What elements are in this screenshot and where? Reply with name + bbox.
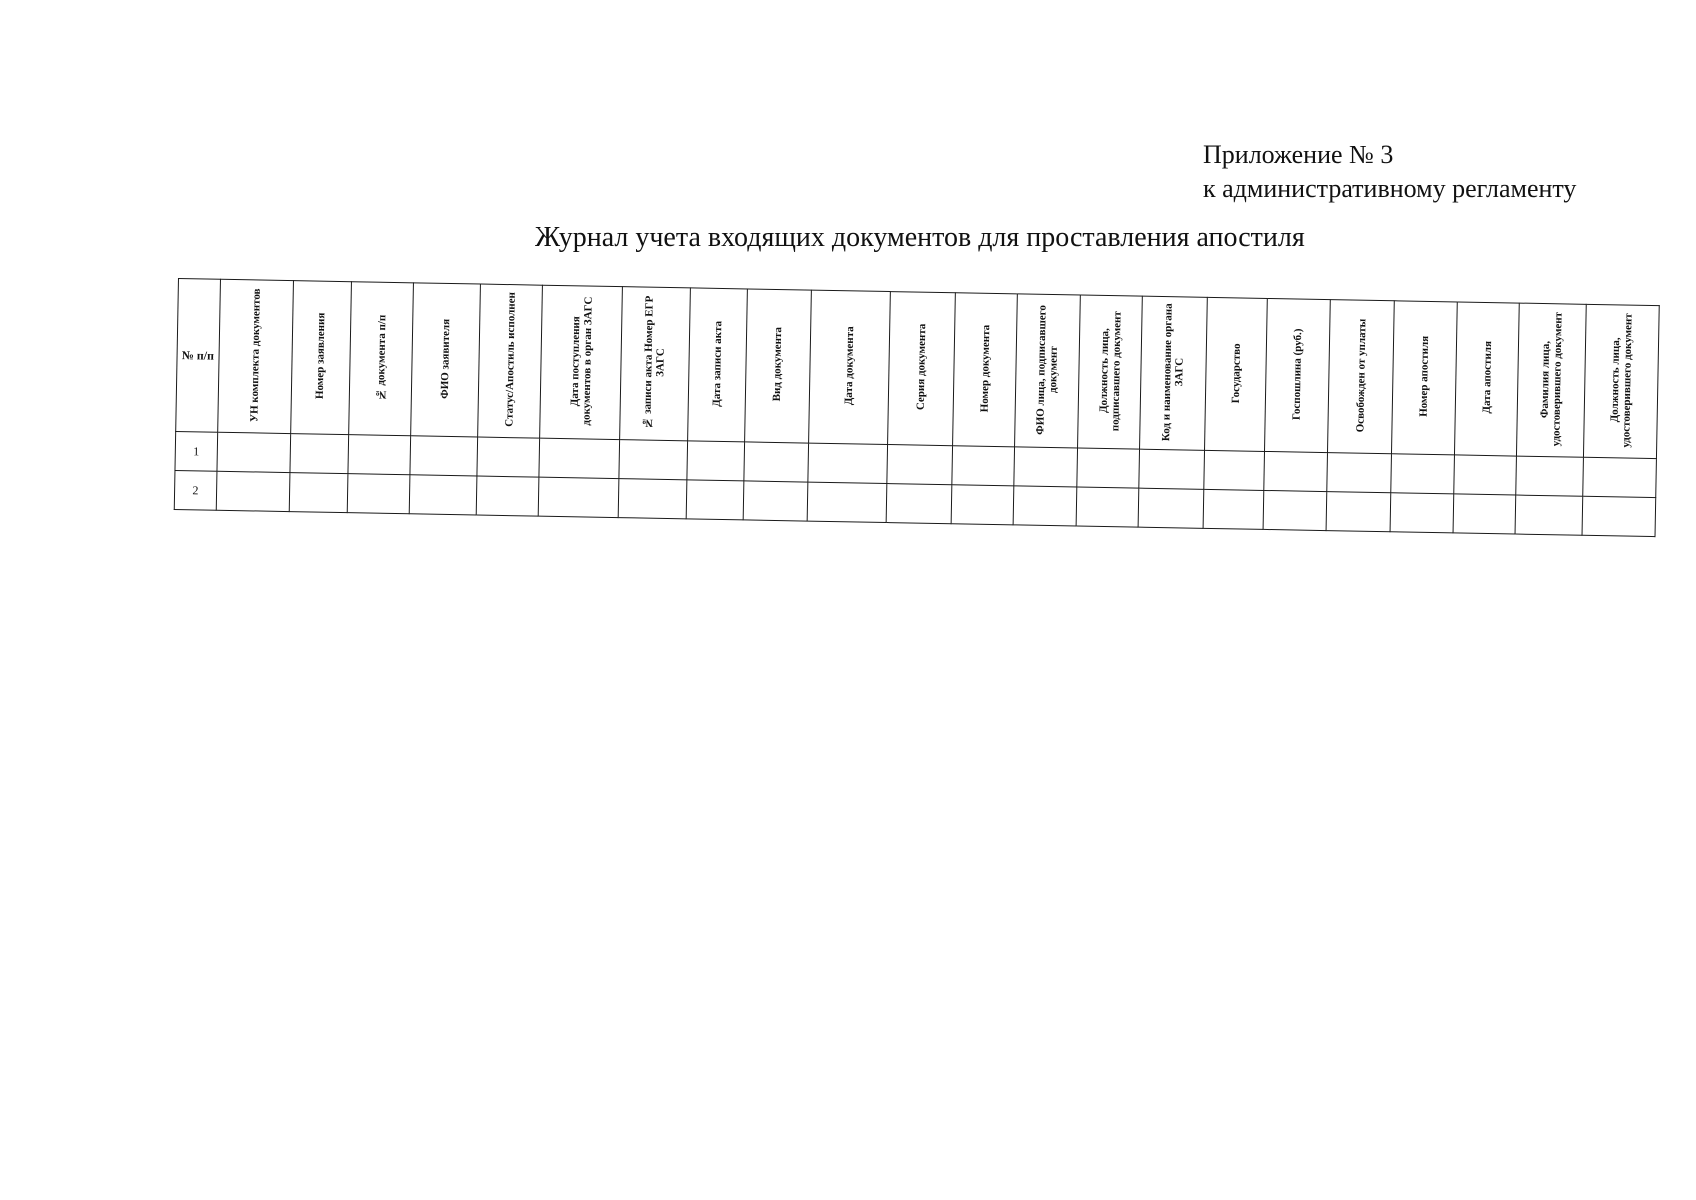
row-number: 1 [175,431,217,471]
column-header-certifier-name: Фамилия лица, удостоверившего документ [1517,303,1586,457]
table-cell [1076,487,1139,527]
column-header-status: Статус/Апостиль исполнен [478,284,543,438]
table-cell [618,479,687,519]
table-cell [1582,496,1656,536]
column-header-registry-office: Код и наименование органа ЗАГС [1140,296,1207,450]
column-header-document-series: Серия документа [888,292,955,446]
column-header-document-date: Дата документа [809,290,891,444]
table-cell [1583,457,1657,497]
table-cell [347,474,410,514]
column-header-apostille-number: Номер апостиля [1392,301,1457,455]
table-cell [807,482,887,522]
annex-line-2: к административному регламенту [1203,174,1577,203]
table-cell [410,475,477,515]
table-cell [743,481,808,521]
table-cell [1390,493,1453,533]
column-header-state-fee: Госпошлина (руб.) [1265,298,1330,452]
table-cell [290,434,349,474]
table-cell [1454,455,1517,495]
column-header-document-number: Номер документа [952,293,1017,447]
column-header-number: № п/п [176,279,220,433]
table-cell [477,437,540,477]
table-cell [1139,449,1204,489]
column-header-apostille-date: Дата апостиля [1454,302,1519,456]
header-row [176,279,1660,459]
table-cell [1203,489,1264,529]
table-cell [348,435,411,475]
table-cell [1326,492,1391,532]
table-cell [687,441,744,481]
column-header-certifier-position: Должность лица, удостоверившего документ [1583,304,1659,458]
table-cell [743,442,808,482]
table-cell [1264,451,1327,491]
table-cell [476,476,539,516]
table-cell [1014,447,1077,487]
table-cell [216,471,290,511]
column-header-signer-name: ФИО лица, подписавшего документ [1015,294,1080,448]
table-cell [952,446,1015,486]
table-cell [217,432,291,472]
table-cell [1263,490,1326,530]
column-header-document-type: Вид документа [744,289,811,443]
column-header-kit-id: УН комплекта документов [217,279,293,433]
table-cell [539,438,619,478]
column-header-application-number: Номер заявления [290,281,351,435]
annex-line-1: Приложение № 3 [1203,140,1394,169]
row-number: 2 [174,470,216,510]
journal-table [174,278,1660,537]
column-header-act-record-number: № записи акта Номер ЕГР ЗАГС [619,287,691,441]
table-cell [619,440,688,480]
table-cell [410,436,477,476]
table-cell [1138,488,1203,528]
table-cell [1204,450,1265,490]
document-title: Журнал учета входящих документов для проставления апостиля [535,222,1305,253]
annex-note [1203,138,1576,206]
column-header-state: Государство [1204,297,1267,451]
table-cell [886,484,951,524]
table-cell [1391,454,1454,494]
column-header-receipt-date: Дата поступления документов в орган ЗАГС [540,285,622,439]
column-header-signer-position: Должность лица, подписавшего документ [1077,295,1142,449]
table-cell [808,443,888,483]
table-cell [1013,486,1076,526]
table-cell [1515,495,1582,535]
table-cell [1077,448,1140,488]
column-header-fee-exempt: Освобожден от уплаты [1327,300,1394,454]
column-header-applicant-name: ФИО заявителя [411,283,480,437]
table-cell [289,473,348,513]
column-header-act-record-date: Дата записи акта [688,288,747,442]
table-cell [951,485,1014,525]
table-cell [887,445,952,485]
table-cell [1516,456,1583,496]
table-cell [539,477,619,517]
table-cell [687,480,744,520]
column-header-document-seq: № документа п/п [349,282,414,436]
table-cell [1453,494,1516,534]
journal-table-container [174,278,1660,537]
table-cell [1327,453,1392,493]
